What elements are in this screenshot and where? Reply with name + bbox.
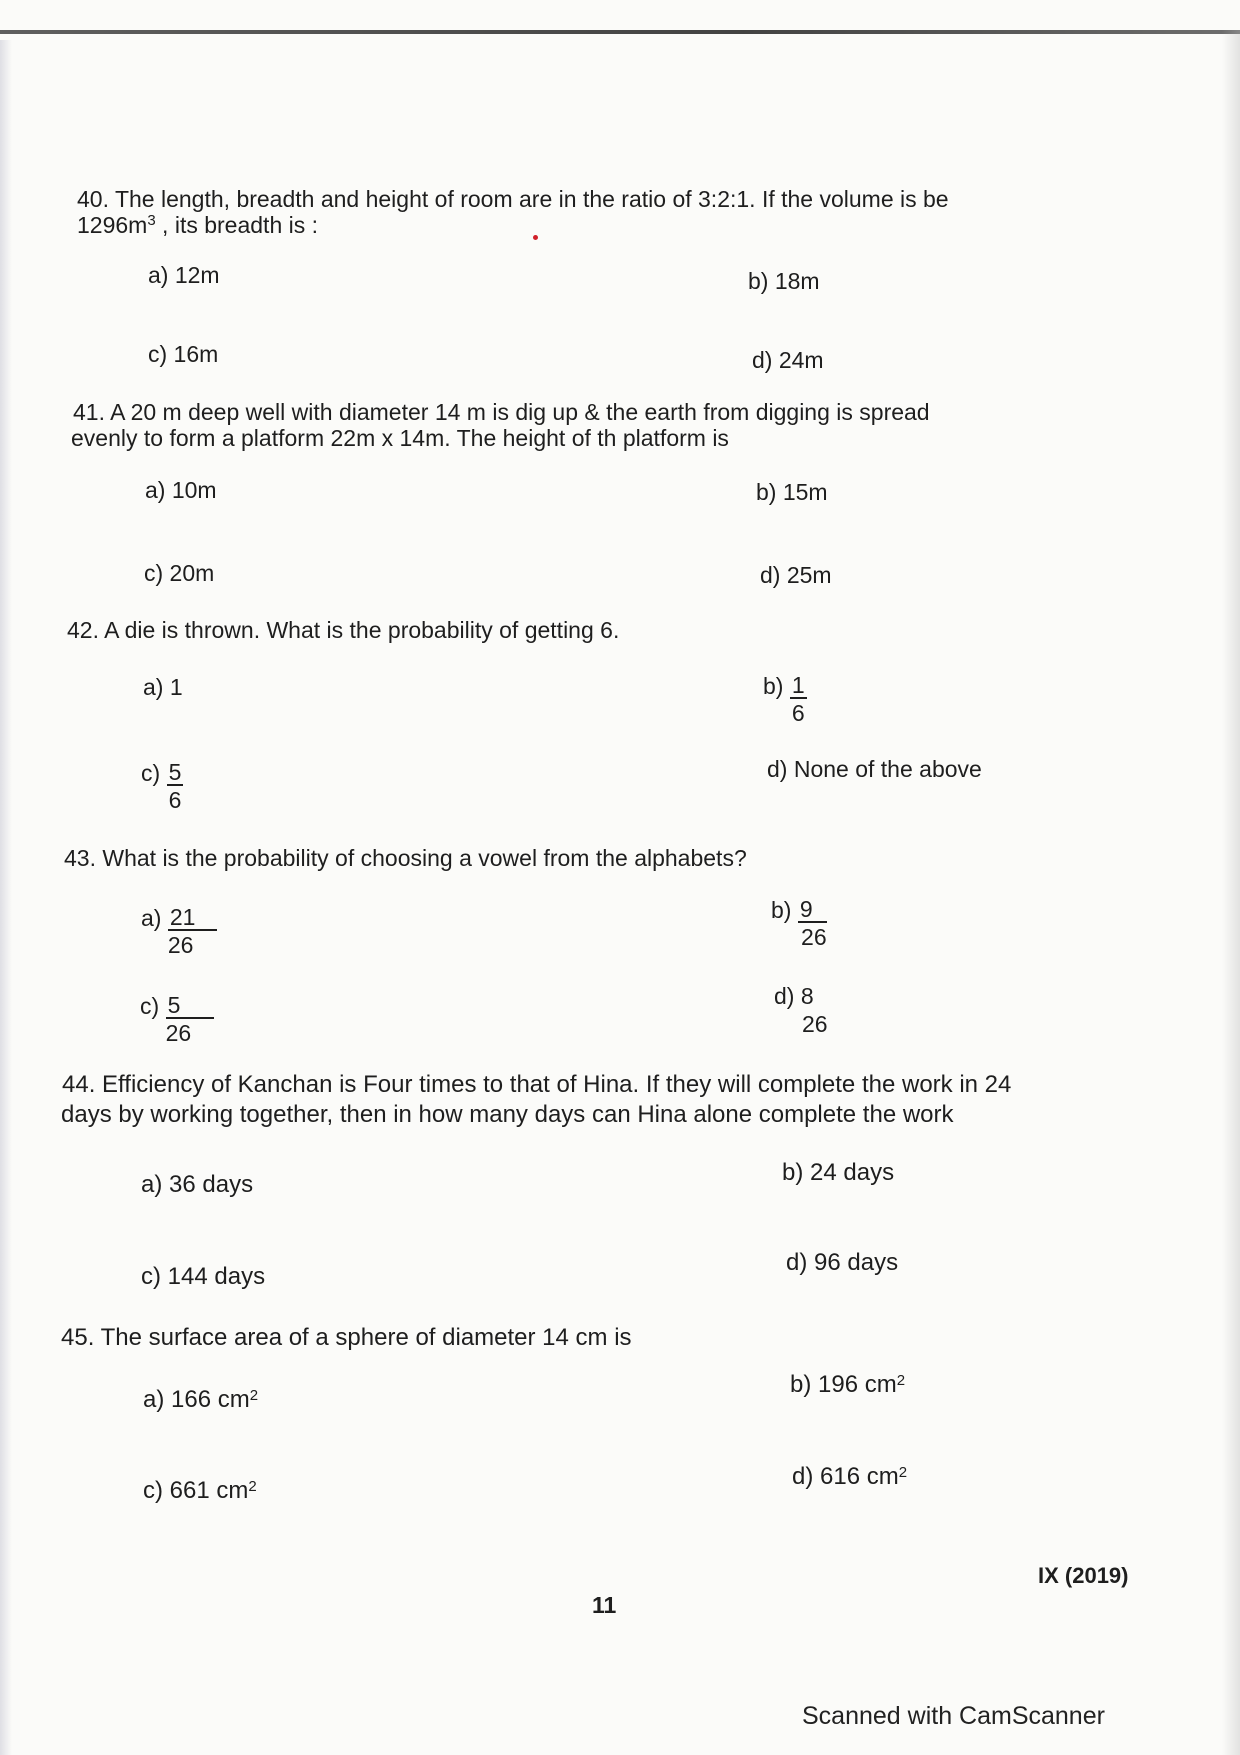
option-c — [140, 993, 214, 1047]
unit-exponent: 2 — [896, 1372, 906, 1389]
question-text: A 20 m deep well with diameter 14 m is dig up & the earth from digging is spread — [110, 399, 930, 425]
question-43-line-1 — [64, 845, 747, 871]
option-a: a) 10m — [145, 477, 217, 503]
option-b — [771, 897, 827, 951]
stacked-value — [774, 983, 828, 1039]
question-text: A die is thrown. What is the probability of getting 6. — [104, 617, 620, 643]
option-d: d) 96 days — [786, 1249, 899, 1276]
unit-exponent: 2 — [249, 1387, 259, 1404]
question-number: 44. — [62, 1071, 96, 1098]
option-letter: c) — [140, 993, 160, 1019]
option-letter: c) — [141, 760, 161, 786]
option-b: b) 24 days — [782, 1159, 895, 1186]
question-40-line-1 — [77, 186, 949, 212]
option-a: a) 1 — [143, 674, 183, 700]
option-a: a) 12m — [148, 262, 220, 288]
ink-dot — [533, 235, 538, 240]
fraction — [798, 897, 827, 951]
option-text: b) 196 cm — [790, 1371, 897, 1398]
option-text: d) 8 — [774, 983, 814, 1009]
question-number: 40. — [77, 186, 109, 212]
option-a: a) 36 days — [141, 1171, 254, 1198]
option-a — [143, 1387, 258, 1413]
unit-exponent: 2 — [898, 1464, 908, 1481]
question-number: 41. — [73, 399, 105, 425]
option-d: d) 24m — [752, 347, 824, 373]
question-number: 43. — [64, 845, 96, 871]
fraction-numerator: 5 — [166, 993, 215, 1019]
option-d: d) None of the above — [767, 756, 982, 782]
option-d — [792, 1464, 907, 1490]
option-c: c) 20m — [144, 560, 215, 586]
fraction — [166, 993, 215, 1047]
fraction-denominator: 6 — [791, 700, 805, 726]
question-44-line-1 — [62, 1072, 1011, 1098]
volume-value: 1296m — [77, 212, 148, 238]
option-text: c) 661 cm — [143, 1477, 249, 1504]
unit-exponent: 2 — [248, 1478, 257, 1495]
fraction-numerator: 5 — [168, 759, 182, 785]
question-number: 45. — [61, 1324, 95, 1351]
volume-exponent: 3 — [147, 212, 156, 229]
option-b — [763, 673, 807, 727]
fraction-denominator: 6 — [168, 787, 182, 813]
option-c — [143, 1478, 257, 1504]
question-text-rest: , its breadth is : — [155, 212, 319, 238]
question-41-line-2: evenly to form a platform 22m x 14m. The height of th platform is — [71, 425, 729, 451]
option-b — [790, 1372, 905, 1398]
option-d — [774, 983, 828, 1039]
fraction-numerator: 9 — [798, 897, 827, 923]
option-letter: a) — [141, 905, 162, 931]
fraction-denominator: 26 — [801, 924, 827, 950]
fraction-numerator: 1 — [791, 672, 805, 698]
fraction — [168, 905, 218, 959]
page-number: 11 — [592, 1592, 617, 1618]
option-b: b) 18m — [748, 268, 820, 294]
option-text: d) 616 cm — [792, 1463, 899, 1490]
question-text: Efficiency of Kanchan is Four times to that of Hina. If they will complete the work in 24 — [102, 1071, 1012, 1098]
fraction — [790, 673, 807, 727]
fraction-numerator: 21 — [168, 905, 218, 931]
question-42-line-1 — [67, 617, 619, 643]
question-40-line-2 — [77, 212, 318, 238]
question-number: 42. — [67, 617, 99, 643]
option-a — [141, 905, 217, 959]
question-text: What is the probability of choosing a vowel from the alphabets? — [102, 845, 747, 871]
fraction-denominator: 26 — [167, 932, 194, 958]
option-letter: b) — [771, 897, 792, 923]
fraction-denominator: 26 — [165, 1020, 192, 1046]
scanner-watermark: Scanned with CamScanner — [802, 1702, 1105, 1730]
option-b: b) 15m — [756, 479, 828, 505]
option-denominator: 26 — [802, 1011, 828, 1037]
option-d: d) 25m — [760, 562, 832, 588]
question-44-line-2: days by working together, then in how many days can Hina alone complete the work — [61, 1101, 954, 1128]
option-c: c) 144 days — [141, 1263, 266, 1290]
option-c — [141, 760, 183, 814]
option-text: a) 166 cm — [143, 1386, 250, 1413]
question-45-line-1 — [61, 1325, 632, 1351]
page-right-edge — [1222, 30, 1240, 1755]
page-left-edge — [0, 40, 12, 1755]
question-41-line-1 — [73, 399, 930, 425]
fraction — [167, 760, 184, 814]
option-c: c) 16m — [148, 341, 219, 367]
class-label: IX (2019) — [1038, 1563, 1129, 1588]
question-text: The length, breadth and height of room are in the ratio of 3:2:1. If the volume is be — [114, 186, 949, 212]
question-text: The surface area of a sphere of diameter 14 cm is — [100, 1324, 632, 1351]
option-letter: b) — [763, 673, 784, 699]
page-top-edge — [0, 30, 1240, 34]
